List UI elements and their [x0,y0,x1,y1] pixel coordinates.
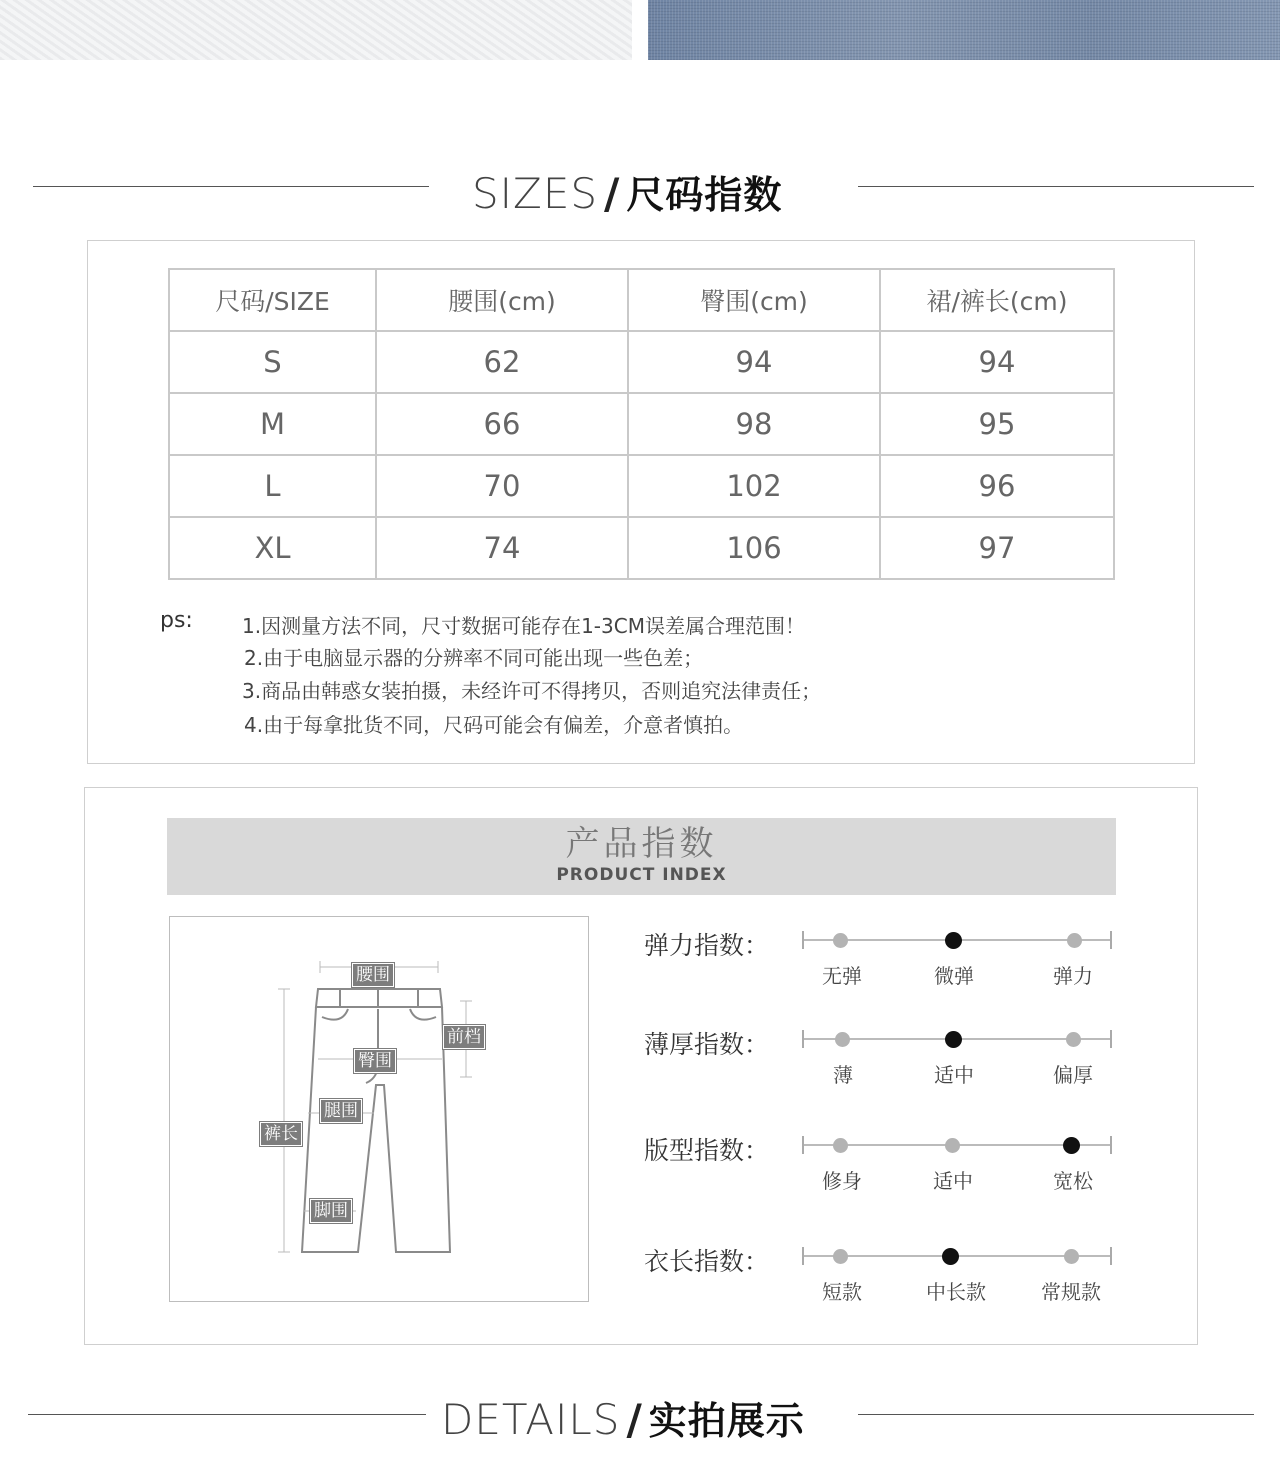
cell-size: M [169,393,376,455]
notes-label: ps: [160,608,193,633]
measurement-diagram [169,916,589,1302]
option-label: 偏厚 [1053,1063,1093,1087]
scale-dot [833,933,848,948]
option-label: 适中 [934,1063,974,1087]
cell-length: 97 [880,517,1114,579]
table-row [169,393,1114,455]
row-title: 弹力指数： [644,931,770,960]
table-row [169,517,1114,579]
scale-tick [1110,1136,1112,1154]
size-table-header [169,269,1114,331]
option-label: 修身 [822,1169,862,1193]
scale-dot [1066,1032,1081,1047]
cell-hip: 94 [628,331,880,393]
note-4: 4.由于每拿批货不同，尺码可能会有偏差，介意者慎拍。 [244,713,744,737]
cell-length: 95 [880,393,1114,455]
scale-dot [833,1138,848,1153]
details-divider-right [858,1414,1254,1415]
divider-left [33,186,429,187]
scale-dot [1067,933,1082,948]
cell-waist: 74 [376,517,628,579]
label-rise: 前档 [443,1025,485,1049]
label-hem: 脚围 [310,1199,352,1223]
details-divider-left [28,1414,426,1415]
scale-tick [802,931,804,949]
option-label: 弹力 [1053,964,1093,988]
header-waist: 腰围(cm) [376,269,628,331]
option-label: 短款 [822,1280,862,1304]
row-title: 版型指数： [644,1136,770,1165]
option-label: 宽松 [1053,1169,1093,1193]
sizes-title-zh: 尺码指数 [626,173,783,217]
note-1: 1.因测量方法不同，尺寸数据可能存在1-3CM误差属合理范围！ [242,614,805,638]
details-title-slash: / [626,1395,643,1444]
option-label: 中长款 [926,1280,986,1304]
label-waist: 腰围 [352,963,394,987]
label-length: 裤长 [260,1122,302,1146]
scale-dot-selected [945,1031,962,1048]
scale-dot [1064,1249,1079,1264]
sizes-title-slash: / [604,169,621,218]
note-2: 2.由于电脑显示器的分辨率不同可能出现一些色差； [244,646,704,670]
photo-strip-left [0,0,632,60]
option-label: 常规款 [1041,1280,1101,1304]
scale-tick [802,1136,804,1154]
table-row [169,331,1114,393]
row-title: 衣长指数： [644,1247,770,1276]
scale-dot [835,1032,850,1047]
option-label: 无弹 [822,964,862,988]
scale-tick [1110,1030,1112,1048]
divider-right [858,186,1254,187]
scale-tick [802,1247,804,1265]
cell-size: S [169,331,376,393]
option-label: 薄 [833,1063,853,1087]
cell-size: XL [169,517,376,579]
note-3: 3.商品由韩惑女装拍摄，未经许可不得拷贝，否则追究法律责任； [242,679,822,703]
header-size: 尺码/SIZE [169,269,376,331]
product-index-title-en: PRODUCT INDEX [556,865,727,885]
cell-waist: 66 [376,393,628,455]
details-heading [441,1390,805,1445]
sizes-heading [472,164,782,219]
option-label: 适中 [933,1169,973,1193]
product-index-title-zh: 产品指数 [565,824,718,864]
cell-hip: 98 [628,393,880,455]
scale-tick [802,1030,804,1048]
cell-waist: 62 [376,331,628,393]
label-hip: 臀围 [354,1049,396,1073]
scale-dot-selected [1063,1137,1080,1154]
sizes-title-en: SIZES [472,169,599,218]
option-label: 微弹 [934,964,974,988]
size-table [168,268,1115,580]
product-index-banner [167,818,1116,895]
scale-dot [945,1138,960,1153]
scale-dot-selected [942,1248,959,1265]
cell-size: L [169,455,376,517]
header-hip: 臀围(cm) [628,269,880,331]
details-title-en: DETAILS [441,1395,621,1444]
cell-length: 94 [880,331,1114,393]
scale-dot-selected [945,932,962,949]
table-row [169,455,1114,517]
scale-tick [1110,931,1112,949]
scale-dot [833,1249,848,1264]
cell-hip: 102 [628,455,880,517]
details-title-zh: 实拍展示 [648,1399,805,1443]
row-title: 薄厚指数： [644,1030,770,1059]
photo-strip-right [648,0,1280,60]
scale-tick [1110,1247,1112,1265]
header-length: 裙/裤长(cm) [880,269,1114,331]
cell-waist: 70 [376,455,628,517]
cell-hip: 106 [628,517,880,579]
label-thigh: 腿围 [320,1099,362,1123]
cell-length: 96 [880,455,1114,517]
